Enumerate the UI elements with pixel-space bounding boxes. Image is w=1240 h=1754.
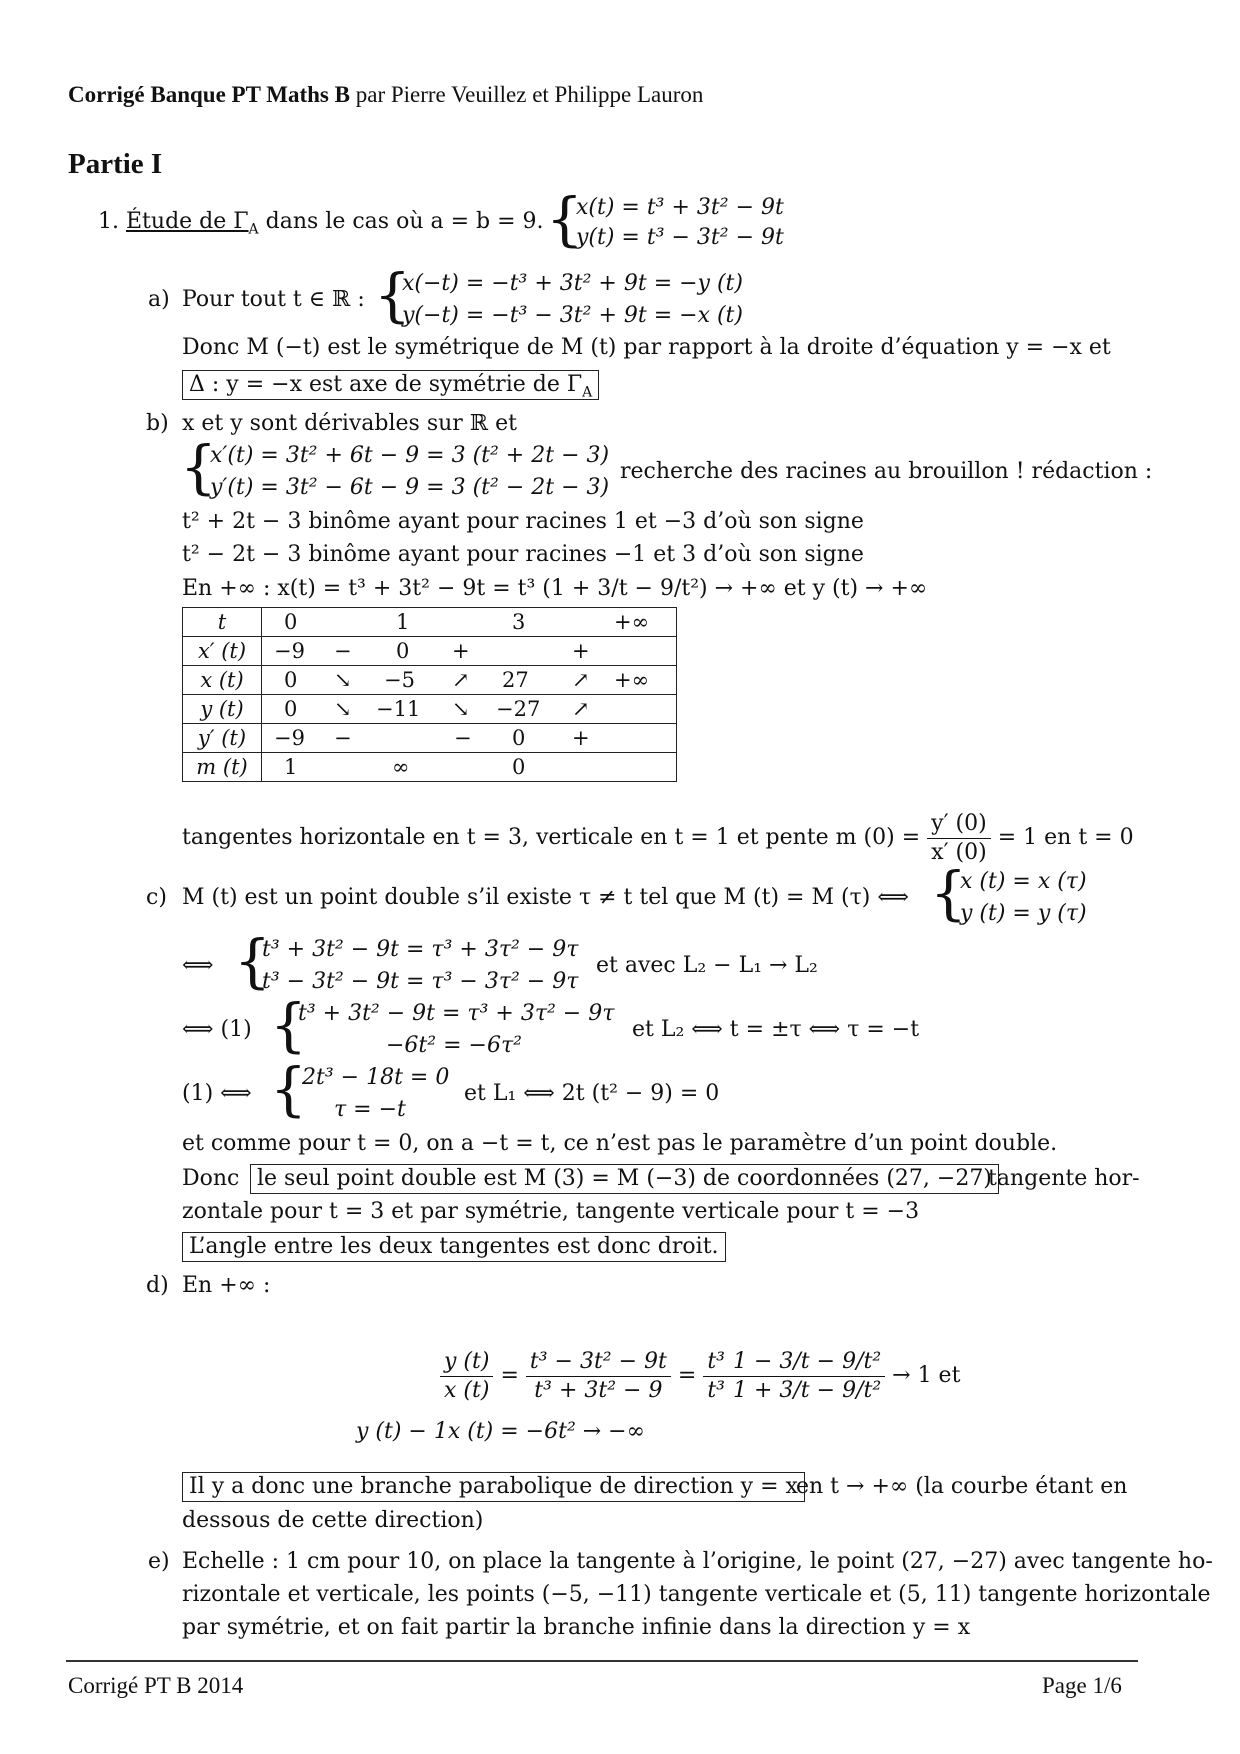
part-c-s3-post: et L₁ ⟺ 2t (t² − 9) = 0 xyxy=(464,1081,720,1106)
table-head-m: m (t) xyxy=(183,753,262,782)
table-cell: + xyxy=(572,726,590,750)
part-b-eq2: y′(t) = 3t² − 6t − 9 = 3 (t² − 2t − 3) xyxy=(210,475,610,500)
part-c-s1-eq2: t³ − 3t² − 9t = τ³ − 3τ² − 9τ xyxy=(262,969,579,994)
table-head-t: t xyxy=(183,608,262,637)
table-cell: +∞ xyxy=(614,668,650,692)
fraction-numerator: y′ (0) xyxy=(927,810,991,839)
part-d-line2: dessous de cette direction) xyxy=(182,1508,484,1533)
part-c-after-box: tangente hor- xyxy=(988,1166,1140,1191)
part-c-s2-eq2: −6t² = −6τ² xyxy=(386,1033,522,1058)
fraction-numerator: 1 − 3/t − 9/t² xyxy=(729,1348,885,1377)
table-cell: ↗ xyxy=(572,697,590,721)
table-head-y: y (t) xyxy=(183,695,262,724)
part-b-line2: t² − 2t − 3 binôme ayant pour racines −1 et 3 d’où son signe xyxy=(182,542,864,567)
part-c-s3-brace: { xyxy=(270,1055,307,1123)
fraction-numerator: t³ − 3t² − 9t xyxy=(526,1348,671,1377)
table-row-t xyxy=(183,608,677,637)
part-b-lead: x et y sont dérivables sur ℝ et xyxy=(182,411,517,436)
part-c-s1-eq1: t³ + 3t² − 9t = τ³ + 3τ² − 9τ xyxy=(262,937,579,962)
table-cell: ↘ xyxy=(334,668,352,692)
table-cell: ↗ xyxy=(452,668,470,692)
table-body-m xyxy=(262,753,677,782)
part-a-lead: Pour tout t ∈ ℝ : xyxy=(182,287,365,312)
part-e-line2: rizontale et verticale, les points (−5, −11) tangente verticale et (5, 11) tangente horizontale xyxy=(182,1582,1211,1607)
part-a-boxed-text: Δ : y = −x est axe de symétrie de Γ xyxy=(189,372,583,397)
table-cell: + xyxy=(452,639,470,663)
table-row-m xyxy=(183,753,677,782)
footer-page-number: Page 1/6 xyxy=(1042,1673,1122,1698)
ratio-fraction-2 xyxy=(526,1348,671,1405)
table-body-t xyxy=(262,608,677,637)
part-c-s1-post: et avec L₂ − L₁ → L₂ xyxy=(596,953,818,978)
part-c-s1-pre: ⟺ xyxy=(182,953,214,978)
fraction-denominator: t³ + 3t² − 9 xyxy=(534,1377,663,1403)
part-c-line1: et comme pour t = 0, on a −t = t, ce n’est pas le paramètre d’un point double. xyxy=(182,1131,1058,1156)
tangent-pre: tangentes horizontale en t = 3, verticale en t = 1 et pente m (0) = xyxy=(182,825,921,850)
part-c-label: c) xyxy=(146,885,167,910)
part-d-difference: y (t) − 1x (t) = −6t² → −∞ xyxy=(356,1419,645,1444)
page-header xyxy=(68,81,703,109)
part-b-eq1: x′(t) = 3t² + 6t − 9 = 3 (t² + 2t − 3) xyxy=(210,443,610,468)
system-eq-x: x(t) = t³ + 3t² − 9t xyxy=(576,195,784,220)
part-c-s3-eq2: τ = −t xyxy=(334,1097,406,1122)
table-cell: 27 xyxy=(502,668,529,692)
part-b-brace: { xyxy=(180,433,217,501)
question-1-title-tail: dans le cas où a = b = 9. xyxy=(265,209,544,234)
section-title: Partie I xyxy=(68,148,163,180)
tangent-post: = 1 en t = 0 xyxy=(997,825,1134,850)
ratio-fraction-4 xyxy=(729,1348,885,1405)
table-cell: 0 xyxy=(284,668,298,692)
fraction-denominator: x (t) xyxy=(444,1377,490,1403)
part-d-lead: En +∞ : xyxy=(182,1273,271,1298)
part-c-boxed-angle: L’angle entre les deux tangentes est donc droit. xyxy=(182,1232,726,1262)
table-cell: ∞ xyxy=(392,755,410,779)
ratio-fraction-3 xyxy=(703,1348,729,1405)
part-c-s2-pre: ⟺ (1) xyxy=(182,1017,252,1042)
footer-rule xyxy=(66,1660,1138,1662)
fraction-denominator: x′ (0) xyxy=(931,839,987,865)
table-row-yprime xyxy=(183,724,677,753)
table-head-xprime: x′ (t) xyxy=(183,637,262,666)
question-1-title-text: Étude de Γ xyxy=(126,209,249,234)
table-cell: 0 xyxy=(396,639,410,663)
fraction-numerator: t³ xyxy=(703,1348,729,1377)
table-row-y xyxy=(183,695,677,724)
equals-sign: = xyxy=(500,1363,519,1388)
table-cell: − xyxy=(334,726,352,750)
table-cell: 0 xyxy=(512,726,526,750)
part-a-eq1: x(−t) = −t³ + 3t² + 9t = −y (t) xyxy=(402,271,743,296)
table-cell: ↘ xyxy=(334,697,352,721)
part-b-tangent-line xyxy=(182,808,1134,868)
part-c-lead-brace: { xyxy=(930,859,967,927)
table-head-yprime: y′ (t) xyxy=(183,724,262,753)
part-b-line1: t² + 2t − 3 binôme ayant pour racines 1 et −3 d’où son signe xyxy=(182,509,864,534)
part-c-boxed-double-point: le seul point double est M (3) = M (−3) de coordonnées (27, −27) xyxy=(250,1164,999,1194)
fraction-denominator: 1 + 3/t − 9/t² xyxy=(732,1377,882,1403)
part-c-donc: Donc xyxy=(182,1166,240,1191)
part-a-boxed-result xyxy=(182,370,599,400)
table-cell: ↗ xyxy=(572,668,590,692)
fraction-denominator: t³ xyxy=(707,1377,725,1403)
ratio-fraction-1 xyxy=(440,1348,493,1405)
part-c-s2-post: et L₂ ⟺ t = ±τ ⟺ τ = −t xyxy=(632,1017,920,1042)
table-cell: −5 xyxy=(384,668,415,692)
table-cell: ↘ xyxy=(452,697,470,721)
table-cell: + xyxy=(572,639,590,663)
table-body-xprime xyxy=(262,637,677,666)
part-a-eq2: y(−t) = −t³ − 3t² + 9t = −x (t) xyxy=(402,303,743,328)
system-eq-y: y(t) = t³ − 3t² − 9t xyxy=(576,225,784,250)
table-cell: −9 xyxy=(274,639,305,663)
table-cell: 0 xyxy=(512,755,526,779)
part-c-s3-eq1: 2t³ − 18t = 0 xyxy=(302,1065,450,1090)
table-cell: − xyxy=(454,726,472,750)
table-row-xprime xyxy=(183,637,677,666)
header-title: Corrigé Banque PT Maths B xyxy=(68,82,350,107)
part-b-line3: En +∞ : x(t) = t³ + 3t² − 9t = t³ (1 + 3/t − 9/t²) → +∞ et y (t) → +∞ xyxy=(182,576,928,601)
table-cell: −9 xyxy=(274,726,305,750)
ratio-limit: → 1 et xyxy=(892,1363,961,1388)
fraction-numerator: y (t) xyxy=(440,1348,493,1377)
part-c-lead: M (t) est un point double s’il existe τ ≠ t tel que M (t) = M (τ) ⟺ xyxy=(182,885,909,910)
table-cell: +∞ xyxy=(614,610,650,634)
table-row-x xyxy=(183,666,677,695)
footer-left: Corrigé PT B 2014 xyxy=(68,1673,244,1698)
part-b-note: recherche des racines au brouillon ! rédaction : xyxy=(620,459,1153,484)
part-a-boxed-sub: A xyxy=(582,384,593,401)
question-1-title-sub: A xyxy=(248,221,259,238)
part-b-label: b) xyxy=(146,411,169,436)
table-cell: −27 xyxy=(496,697,541,721)
tangent-fraction xyxy=(927,810,991,867)
question-number: 1. xyxy=(98,209,119,234)
question-1-title xyxy=(126,209,259,238)
system-brace: { xyxy=(546,185,583,253)
question-1-intro xyxy=(98,208,544,236)
table-head-x: x (t) xyxy=(183,666,262,695)
table-cell: − xyxy=(334,639,352,663)
part-d-boxed-branch: Il y a donc une branche parabolique de direction y = x xyxy=(182,1472,805,1502)
part-d-label: d) xyxy=(146,1273,169,1298)
table-body-yprime xyxy=(262,724,677,753)
table-body-y xyxy=(262,695,677,724)
table-cell: 0 xyxy=(284,697,298,721)
table-cell: 1 xyxy=(284,755,298,779)
table-body-x xyxy=(262,666,677,695)
part-a-text: Donc M (−t) est le symétrique de M (t) par rapport à la droite d’équation y = −x et xyxy=(182,335,1111,360)
part-c-lead-eq1: x (t) = x (τ) xyxy=(960,869,1087,894)
part-e-line1: Echelle : 1 cm pour 10, on place la tangente à l’origine, le point (27, −27) avec tangente ho- xyxy=(182,1549,1213,1574)
part-c-lead-eq2: y (t) = y (τ) xyxy=(960,901,1087,926)
part-a-label: a) xyxy=(148,287,170,312)
table-cell: 3 xyxy=(512,610,526,634)
part-d-after-box: en t → +∞ (la courbe étant en xyxy=(796,1474,1128,1499)
part-a-brace: { xyxy=(374,261,411,329)
part-e-label: e) xyxy=(148,1549,170,1574)
part-d-ratio-line xyxy=(440,1346,960,1406)
table-cell: 0 xyxy=(284,610,298,634)
equals-sign: = xyxy=(677,1363,697,1388)
part-c-s2-eq1: t³ + 3t² − 9t = τ³ + 3τ² − 9τ xyxy=(298,1001,615,1026)
part-c-s2-brace: { xyxy=(270,991,307,1059)
part-c-s3-pre: (1) ⟺ xyxy=(182,1081,252,1106)
table-cell: 1 xyxy=(396,610,410,634)
part-c-s1-brace: { xyxy=(234,927,271,995)
variation-table xyxy=(182,607,677,782)
part-e-line3: par symétrie, et on fait partir la branche infinie dans la direction y = x xyxy=(182,1615,971,1640)
table-cell: −11 xyxy=(376,697,421,721)
header-authors: par Pierre Veuillez et Philippe Lauron xyxy=(355,82,704,107)
part-c-line2: zontale pour t = 3 et par symétrie, tangente verticale pour t = −3 xyxy=(182,1199,920,1224)
